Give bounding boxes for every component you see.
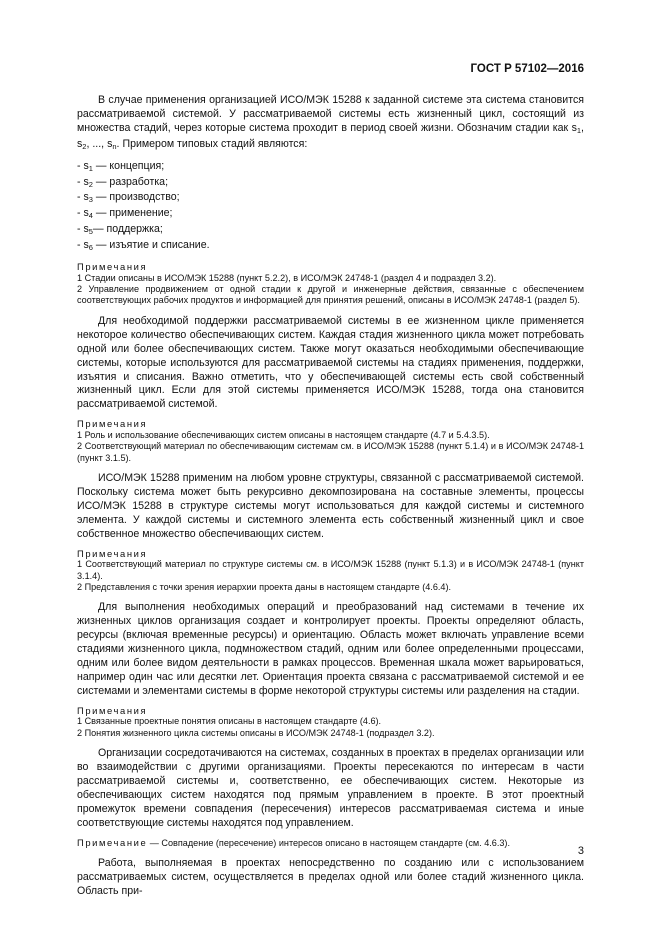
single-note [77, 837, 584, 850]
paragraph-5: Организации сосредотачиваются на системах, созданных в проектах в пределах организации или во взаимодействии с другими организациями. Проекты пересекаются по интересам в части рассматриваемой системы и, соответственно, ее обеспечивающих систем. Некоторые из обеспечивающих систем находятся под прямым управлением в проекте. В этот проектный промежуток времени совпадения (пересечения) интересов рассматриваемая система и иные соответствующие системы находятся под управлением. [77, 747, 584, 829]
notes-block-1 [77, 261, 584, 307]
list-item: - $s_6$ — изъятие и списание. [77, 239, 210, 253]
note-item: 1 Связанные проектные понятия описаны в настоящем стандарте (4.6). [77, 716, 382, 727]
notes-block-3 [77, 548, 584, 594]
paragraph-3: ИСО/МЭК 15288 применим на любом уровне структуры, связанной с рассматриваемой системой. Поскольку система может быть рекурсивно декомпозирована на составные элементы, процессы ИСО/МЭК 15288 в структуре системы могут использоваться для каждой системы и системного элемента. У каждой системы и системного элемента есть собственный жизненный цикл и свое собственное множество обеспечивающих систем. [77, 472, 584, 540]
list-item: - $s_3$ — производство; [77, 191, 180, 205]
note-label: Примечание [77, 836, 148, 848]
paragraph-2: Для необходимой поддержки рассматриваемой системы в ее жизненном цикле применяется некоторое количество обеспечивающих систем. Каждая стадия жизненного цикла может потребовать одной или более обеспечивающих систем. Также могут оказаться необходимыми обеспечивающие системы, которые используются для рассматриваемой системы на стадиях применения, поддержки, изъятия и списания. Важно отметить, что у обеспечивающей системы есть свой собственный жизненный цикл. Если для этой системы применяется ИСО/МЭК 15288, тогда она становится рассматриваемой системой. [77, 314, 584, 411]
notes-block-4 [77, 705, 584, 739]
note-item: 2 Соответствующий материал по обеспечивающим системам см. в ИСО/МЭК 15288 (пункт 5.1.4) и в ИСО/МЭК 24748-1 (пункт 3.1.5). [77, 441, 584, 463]
list-item: - $s_4$ — применение; [77, 207, 173, 221]
note-item: 1 Соответствующий материал по структуре системы см. в ИСО/МЭК 15288 (пункт 5.1.3) и в ИСО/МЭК 24748-1 (пункт 3.1.4). [77, 559, 584, 581]
paragraph-4: Для выполнения необходимых операций и преобразований над системами в течение их жизненных циклов организация создает и контролирует проекты. Проекты определяют область, ресурсы (включая временные ресурсы) и ориентацию. Область может включать управление всеми стадиями жизненного цикла, подмножеством стадий, одним или более определенными процессами, одним или более видом деятельности в рамках процессов. Временная шкала может варьироваться, например один час или десятки лет. Ориентация проекта связана с рассматриваемой системой и ее системами и элементами системы в форме некоторой структуры системы или разделения на стадии. [77, 601, 584, 697]
note-item: 1 Роль и использование обеспечивающих систем описаны в настоящем стандарте (4.7 и 5.4.3.5). [77, 429, 490, 440]
document-body [77, 94, 584, 905]
paragraph-6: Работа, выполняемая в проектах непосредственно по созданию или с использованием рассматриваемых систем, осуществляется в пределах одной или более стадий жизненного цикла. Область при- [77, 857, 584, 897]
notes-block-2 [77, 418, 584, 464]
note-text: — Совпадение (пересечение) интересов описано в настоящем стандарте (см. 4.6.3). [147, 837, 510, 848]
page-number: 3 [577, 845, 584, 857]
list-item: - $s_2$ — разработка; [77, 175, 169, 189]
list-item: - $s_5—$ поддержка; [77, 223, 163, 237]
stage-symbols: $s_1$, $s_2$, ..., $s_n$. [77, 121, 584, 151]
notes-label: Примечания [77, 704, 148, 716]
document-header: ГОСТ Р 57102—2016 [470, 63, 584, 75]
note-item: 2 Представления с точки зрения иерархии проекта даны в настоящем стандарте (4.6.4). [77, 581, 452, 592]
stage-list [77, 160, 584, 255]
notes-label: Примечания [77, 418, 148, 430]
notes-label: Примечания [77, 261, 148, 273]
note-item: 1 Стадии описаны в ИСО/МЭК 15288 (пункт 5.2.2), в ИСО/МЭК 24748-1 (раздел 4 и подраздел 3.2). [77, 272, 497, 283]
list-item: - $s_1$ — концепция; [77, 159, 165, 173]
note-item: 2 Управление продвижением от одной стадии к другой и инженерные действия, связанные с обеспечением соответствующих рабочих продуктов и информацией для принятия решений, описаны в ИСО/МЭК 24748-1 (раздел 5). [77, 284, 584, 306]
note-item: 2 Понятия жизненного цикла системы описаны в ИСО/МЭК 24748-1 (подраздел 3.2). [77, 727, 435, 738]
paragraph-1-text: В случае применения организацией ИСО/МЭК 15288 к заданной системе эта система становится рассматриваемой системой. У рассматриваемой системы есть жизненный цикл, состоящий из множества стадий, через которые система проходит в период своей жизни. Обозначим стадии как [77, 94, 584, 134]
notes-label: Примечания [77, 547, 148, 559]
paragraph-1-tail: Примером типовых стадий являются: [122, 137, 308, 150]
paragraph-1 [77, 94, 584, 154]
